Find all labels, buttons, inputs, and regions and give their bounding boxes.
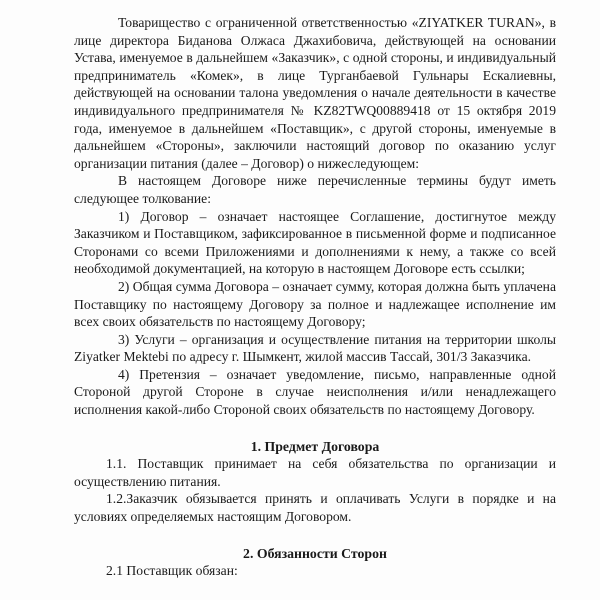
spacer (74, 419, 556, 438)
section-1-item-2: 1.2.Заказчик обязывается принять и оплачивать Услуги в порядке и на условиях определяемых настоящим Договором. (74, 491, 556, 525)
definition-2: 2) Общая сумма Договора – означает сумму, которая должна быть уплачена Поставщику по настоящему Договору за полное и надлежащее исполнение им всех своих обязательств по настоящему Договору; (74, 278, 556, 330)
spacer (74, 526, 556, 545)
definition-3: 3) Услуги – организация и осуществление питания на территории школы Ziyatker Mektebi по адресу г. Шымкент, жилой массив Тассай, 301/3 Заказчика. (74, 331, 556, 365)
definition-4: 4) Претензия – означает уведомление, письмо, направленные одной Стороной другой Стороне в случае неисполнения и/или ненадлежащего исполнения какой-либо Стороной своих обязательств по настоящему Договору. (74, 366, 556, 418)
section-2-item-1: 2.1 Поставщик обязан: (106, 563, 238, 579)
intro-paragraph: Товарищество с ограниченной ответственностью «ZIYATKER TURAN», в лице директора Биданова Олжаса Джахибовича, действующей на основании Устава, именуемое в дальнейшем «Заказчик», с одной стороны, и индивидуальный предприниматель «Комек», в лице Турганбаевой Гульнары Ескалиевны, действующей на основании талона уведомления о начале деятельности в качестве индивидуального предпринимателя № KZ82TWQ00889418 от 15 октября 2019 года, именуемое в дальнейшем «Поставщик», с другой стороны, именуемые в дальнейшем «Стороны», заключили настоящий договор по оказанию услуг организации питания (далее – Договор) о нижеследующем: (74, 15, 556, 171)
section-2-title: 2. Обязанности Сторон (243, 545, 387, 561)
definition-1: 1) Договор – означает настоящее Соглашение, достигнутое между Заказчиком и Поставщиком, зафиксированное в письменной форме и подписанное Сторонами со всеми Приложениями и дополнениями к нему, а также со всей необходимой документацией, на которую в настоящем Договоре есть ссылки; (74, 208, 556, 277)
section-1-title: 1. Предмет Договора (250, 438, 380, 454)
terms-intro-paragraph: В настоящем Договоре ниже перечисленные термины будут иметь следующее толкование: (74, 173, 556, 206)
section-1-item-1: 1.1. Поставщик принимает на себя обязательства по организации и осуществлению питания. (74, 456, 556, 489)
